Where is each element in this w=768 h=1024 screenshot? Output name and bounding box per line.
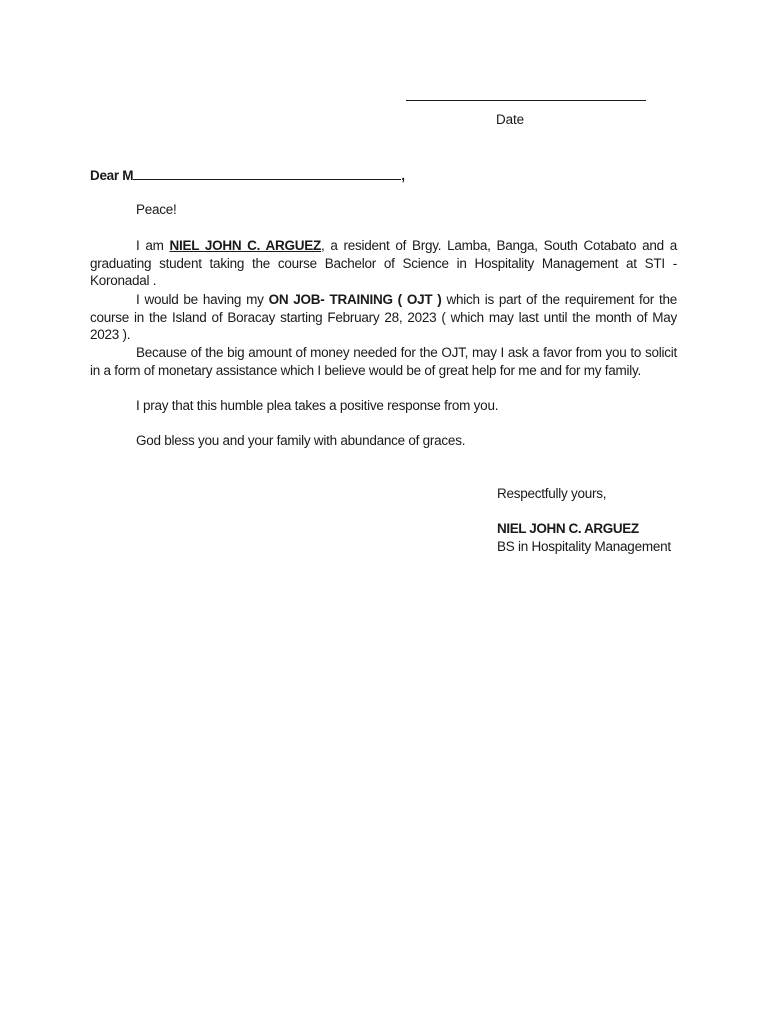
- signatory-title: BS in Hospitality Management: [497, 539, 671, 554]
- paragraph-blessing: God bless you and your family with abundance of graces.: [136, 433, 466, 448]
- student-name-underlined: NIEL JOHN C. ARGUEZ: [169, 238, 322, 253]
- salutation-prefix: Dear M: [90, 168, 134, 183]
- ojt-highlight: ON JOB- TRAINING ( OJT ): [268, 292, 442, 307]
- signatory-name: NIEL JOHN C. ARGUEZ: [497, 521, 639, 536]
- paragraph-plea: I pray that this humble plea takes a positive response from you.: [136, 398, 499, 413]
- paragraph-introduction: I am NIEL JOHN C. ARGUEZ, a resident of Brgy. Lamba, Banga, South Cotabato and a graduating student taking the course Bachelor of Science in Hospitality Management at STI - Koronadal .: [90, 238, 677, 288]
- paragraph-ojt: I would be having my ON JOB- TRAINING ( OJT ) which is part of the requirement for the course in the Island of Boracay starting February 28, 2023 ( which may last until the month of May 2023 ).: [90, 292, 678, 342]
- salutation: [90, 167, 405, 183]
- date-label: Date: [495, 112, 525, 127]
- recipient-blank-line: [133, 167, 401, 180]
- complimentary-close: Respectfully yours,: [497, 486, 607, 501]
- paragraph-request: Because of the big amount of money needed for the OJT, may I ask a favor from you to solicit in a form of monetary assistance which I believe would be of great help for me and for my family.: [90, 345, 677, 378]
- date-signature-line: [406, 100, 646, 101]
- paragraph-greeting: Peace!: [136, 202, 177, 217]
- salutation-suffix: ,: [401, 168, 405, 183]
